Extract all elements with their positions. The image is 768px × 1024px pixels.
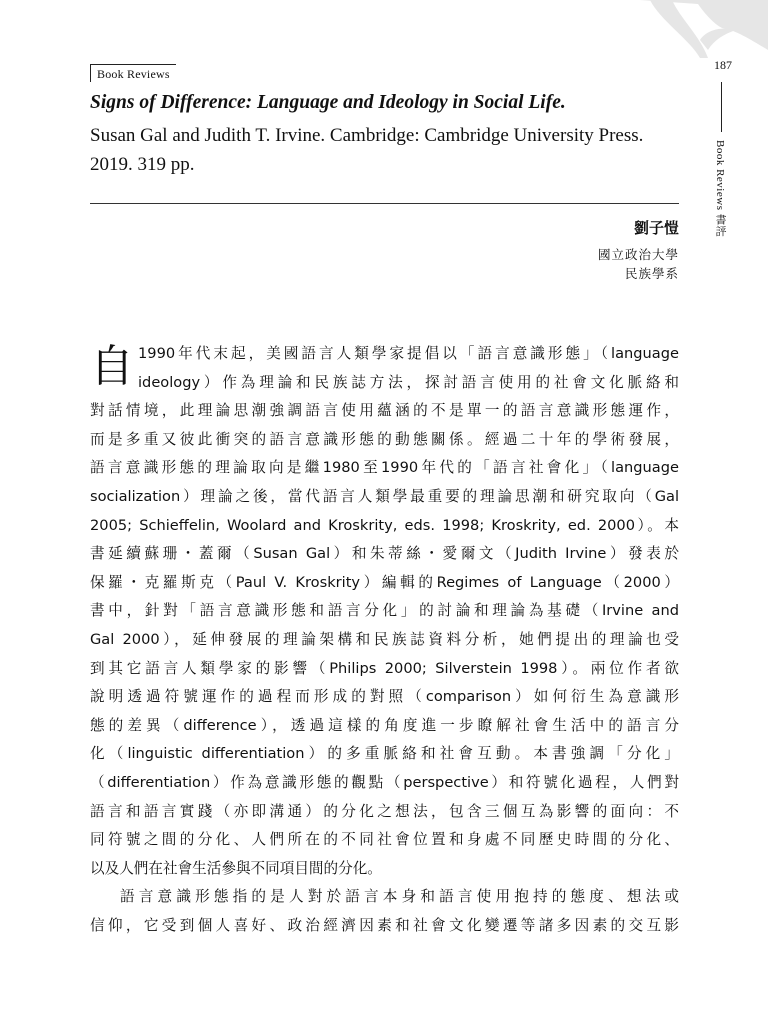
page-number: 187: [714, 58, 732, 72]
body-line: 2005; Schieffelin, Woolard and Kroskrity, eds. 1998; Kroskrity, ed. 2000）。本: [90, 516, 679, 534]
body-line: 書延續蘇珊・蓋爾（Susan Gal）和朱蒂絲・愛爾文（Judith Irvine）發表於: [90, 545, 679, 563]
body-line: 同符號之間的分化、人們所在的不同社會位置和身處不同歷史時間的分化、: [90, 831, 679, 849]
body-line: 語言意識形態的理論取向是繼1980至1990年代的「語言社會化」（language: [90, 459, 679, 477]
body-line: 以及人們在社會生活參與不同項目間的分化。: [90, 859, 382, 877]
book-publication-info: Susan Gal and Judith T. Irvine. Cambridge: Cambridge University Press. 2019. 319 pp.: [90, 125, 644, 175]
body-line: 對話情境，此理論思潮強調語言使用蘊涵的不是單一的語言意識形態運作，: [90, 402, 679, 420]
affiliation-line-2: 民族學系: [624, 266, 679, 281]
body-line: （differentiation）作為意識形態的觀點（perspective）和符號化過程，人們對: [90, 773, 679, 791]
review-author: 劉子愷: [633, 219, 679, 237]
side-section-label: Book Reviews 書評: [714, 140, 726, 237]
body-line: 到其它語言人類學家的影響（Philips 2000; Silverstein 1998）。兩位作者欲: [90, 659, 679, 677]
body-line: 1990年代末起，美國語言人類學家提倡以「語言意識形態」（language: [138, 345, 679, 362]
book-title: Signs of Difference: Language and Ideology in Social Life.: [90, 92, 566, 113]
body-line: Gal 2000），延伸發展的理論架構和民族誌資料分析，她們提出的理論也受: [90, 630, 679, 648]
body-line: socialization）理論之後，當代語言人類學最重要的理論思潮和研究取向（Gal: [90, 487, 679, 505]
author-affiliation: [598, 245, 679, 283]
review-body: [90, 340, 679, 940]
running-header-tag: Book Reviews: [90, 64, 176, 82]
side-divider: [721, 82, 722, 132]
body-line: 保羅・克羅斯克（Paul V. Kroskrity）編輯的Regimes of Language（2000）: [90, 573, 679, 591]
body-line: 化（linguistic differentiation）的多重脈絡和社會互動。本書強調「分化」: [90, 745, 679, 763]
body-line: ideology）作為理論和民族誌方法，探討語言使用的社會文化脈絡和: [138, 373, 679, 391]
affiliation-line-1: 國立政治大學: [597, 247, 679, 262]
header-divider: [90, 203, 679, 204]
body-line: 語言和語言實踐（亦即溝通）的分化之想法，包含三個互為影響的面向：不: [90, 802, 679, 820]
body-line: 態的差異（difference），透過這樣的角度進一步瞭解社會生活中的語言分: [90, 716, 679, 734]
body-line: 語言意識形態指的是人對於語言本身和語言使用抱持的態度、想法或: [120, 888, 679, 906]
body-line: 說明透過符號運作的過程而形成的對照（comparison）如何衍生為意識形: [90, 688, 679, 706]
body-line: 書中，針對「語言意識形態和語言分化」的討論和理論為基礎（Irvine and: [90, 602, 679, 620]
body-line: 而是多重又彼此衝突的語言意識形態的動態關係。經過二十年的學術發展，: [90, 430, 679, 448]
drop-cap: 自: [90, 341, 134, 392]
body-line: 信仰，它受到個人喜好、政治經濟因素和社會文化變遷等諸多因素的交互影: [90, 916, 679, 934]
